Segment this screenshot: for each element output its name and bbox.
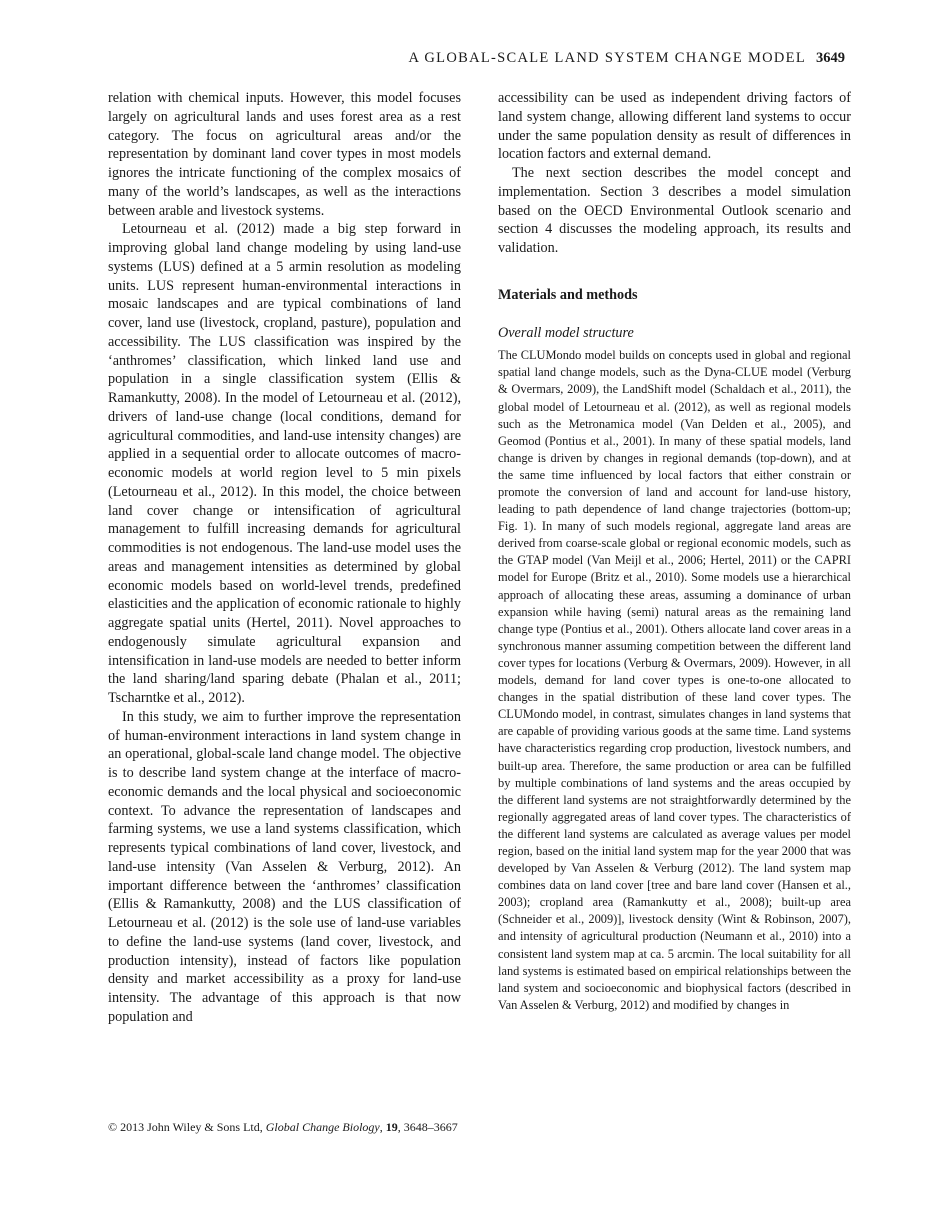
right-paragraph-1: accessibility can be used as independent driving factors of land system change, allowing different land systems to occur under the same population density as result of differences in location factors and external demand. — [498, 90, 851, 163]
left-paragraph-3: In this study, we aim to further improve the representation of human-environment interactions in land system change in an operational, global-scale land change model. The objective is to describe land system change at the interface of macro-economic demands and the local physical and socioeconomic context. To advance the representation of landscapes and farming systems, we use a land systems classification, which represents typical combinations of land cover, livestock, and land-use intensity (Van Asselen & Verburg, 2012). An important difference between the ‘anthromes’ classification (Ellis & Ramankutty, 2008) and the LUS classification of Letourneau et al. (2012) is the sole use of land-use variables to define the land-use systems (land cover, livestock, and production intensity), instead of factors like population density and market accessibility as a proxy for land-use intensity. The advantage of this approach is that now population and — [108, 708, 461, 1025]
footer-pages: , 3648–3667 — [397, 1120, 458, 1134]
footer: © 2013 John Wiley & Sons Ltd, Global Change Biology, 19, 3648–3667 — [108, 1120, 458, 1134]
running-header — [100, 50, 845, 70]
right-paragraph-3: The CLUMondo model builds on concepts used in global and regional spatial land change models, such as the Dyna-CLUE model (Verburg & Overmars, 2009), the LandShift model (Schaldach et al., 2011), the global model of Letourneau et al. (2012), as well as regional models such as the Metronamica model (Van Delden et al., 2005), and Geomod (Pontius et al., 2001). In many of these spatial models, land change is driven by changes in regional demands (top-down), and at the same time influenced by local factors that either constrain or promote the conversion of land and account for land-use history, leading to path dependence of land change trajectories (bottom-up; Fig. 1). In many of such models regional, aggregate land areas are derived from coarse-scale global or regional economic models, such as the GTAP model (Van Meijl et al., 2006; Hertel, 2011) or the CAPRI model for Europe (Britz et al., 2010). Some models use a hierarchical approach of allocating these areas, assuming a dominance of urban expansion while having (semi) natural areas as the remaining land change type (Pontius et al., 2001). Others allocate land cover areas in a synchronous manner assuming competition between the different land cover types for locations (Verburg & Overmars, 2009). However, in all models, demand for land cover types is one-to-one allocated to changes in the spatial distribution of these land cover types. The CLUMondo model, in contrast, simulates changes in land systems that are capable of providing various goods at the same time. Land systems have characteristics regarding crop production, livestock numbers, and built-up area. Therefore, the same production or area can be fulfilled by multiple combinations of land systems and the areas occupied by the different land systems are not straightforwardly determined by the regionally aggregated areas of land cover types. The characteristics of the different land systems are calculated as average values per model region, based on the initial land system map for the year 2000 that was developed by Van Asselen & Verburg (2012). The land system map combines data on land cover [tree and bare land cover (Hansen et al., 2003); cropland area (Ramankutty et al., 2008); built-up area (Schneider et al., 2009)], livestock density (Wint & Robinson, 2007), and intensity of agricultural production (Neumann et al., 2010) into a consistent land system map at ca. 5 arcmin. The local suitability for all land systems is estimated based on empirical relationships between the land system and socioeconomic and biophysical factors (described in Van Asselen & Verburg, 2012) and modified by changes in — [498, 348, 851, 1012]
running-title: A GLOBAL-SCALE LAND SYSTEM CHANGE MODEL — [408, 50, 806, 66]
right-column — [498, 89, 851, 1014]
page-number: 3649 — [816, 50, 845, 66]
footer-journal: Global Change Biology — [265, 1120, 380, 1134]
section-heading: Materials and methods — [498, 286, 638, 303]
left-column — [108, 89, 461, 1027]
left-paragraph-2: Letourneau et al. (2012) made a big step forward in improving global land change modeling by using land-use systems (LUS) defined at a 5 armin resolution as modeling units. LUS represent human-environmental interactions in mosaic landscapes and are typical combinations of land cover, land use (livestock, cropland, pasture), population and accessibility. The LUS classification was inspired by the ‘anthromes’ classification, which linked land use and population in a single classification system (Ellis & Ramankutty, 2008). In the model of Letourneau et al. (2012), drivers of land-use change (local conditions, demand for agricultural commodities, and land-use intensity changes) are applied in a sequential order to allocate outcomes of macro-economic models at world region level to 5 min pixels (Letourneau et al., 2012). In this model, the choice between land cover change or intensification of agricultural management to fulfill increasing demands for agricultural commodities is not endogenous. The land-use model uses the areas and management intensities as determined by global economic models based on world-level trends, predefined elasticities and the application of economic rationale to highly aggregate spatial units (Hertel, 2011). Novel approaches to endogenously simulate agricultural expansion and intensification in land-use models are needed to better inform the land sharing/land sparing debate (Phalan et al., 2011; Tscharntke et al., 2012). — [108, 221, 461, 706]
footer-copyright: © 2013 John Wiley & Sons Ltd, — [108, 1120, 263, 1134]
footer-volume: 19 — [385, 1120, 398, 1134]
right-paragraph-2: The next section describes the model concept and implementation. Section 3 describes a model simulation based on the OECD Environmental Outlook scenario and section 4 discusses the modeling approach, its results and validation. — [498, 165, 851, 256]
left-paragraph-1: relation with chemical inputs. However, this model focuses largely on agricultural lands and uses forest area as a rest category. The focus on agricultural areas and/or the representation by dominant land cover types in most models ignores the intricate functioning of the complex mosaics of many of the world’s landscapes, as well as the interactions between arable and livestock systems. — [108, 90, 461, 219]
subsection-heading: Overall model structure — [498, 324, 634, 341]
